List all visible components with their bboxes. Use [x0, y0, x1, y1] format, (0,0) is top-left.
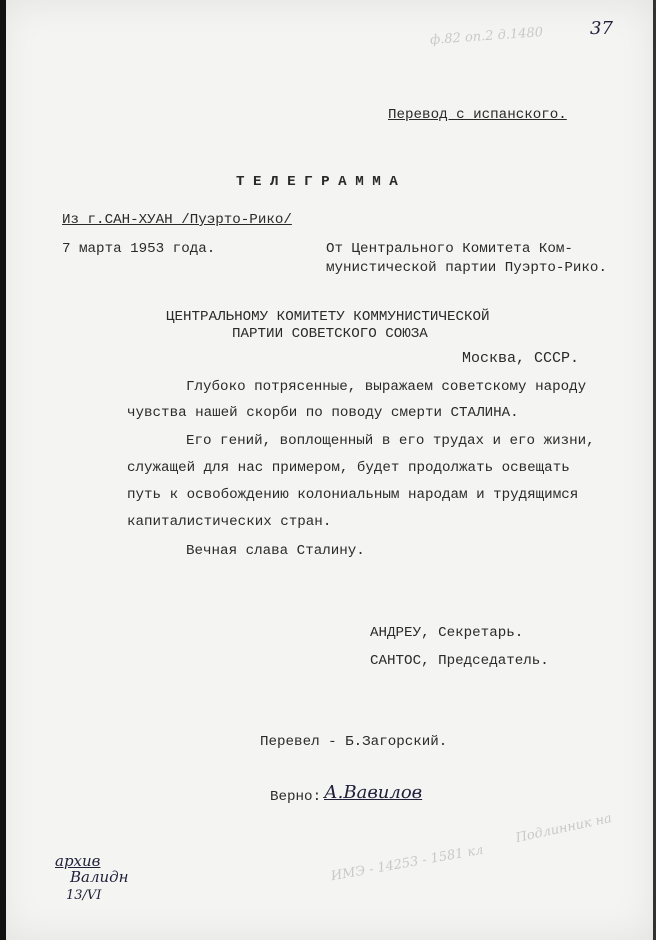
archive-note-1: архив	[55, 852, 101, 870]
faint-archive-stamp-bottom-1: Подлинник на	[514, 811, 614, 847]
page-number: 37	[590, 18, 613, 39]
document-title: Т Е Л Е Г Р А М М А	[236, 174, 398, 190]
body-line-1: Глубоко потрясенные, выражаем советскому народу	[186, 379, 587, 395]
body-line-5: путь к освобождению колониальным народам и трудящимся	[127, 487, 579, 503]
archive-note-2: Валидн	[70, 868, 129, 886]
signatory-chairman: САНТОС, Председатель.	[370, 653, 549, 669]
archive-note-3: 13/VI	[66, 888, 102, 903]
verified-signature: А.Вавилов	[324, 782, 423, 803]
translation-note: Перевод с испанского.	[388, 107, 567, 123]
body-line-3: Его гений, воплощенный в его трудах и его жизни,	[186, 433, 595, 449]
city: Москва, СССР.	[462, 350, 580, 367]
from-place: Из г.САН-ХУАН /Пуэрто-Рико/	[62, 212, 292, 228]
translator-line: Перевел - Б.Загорский.	[260, 734, 448, 750]
body-line-7: Вечная слава Сталину.	[186, 543, 365, 559]
sender-line-2: мунистической партии Пуэрто-Рико.	[326, 260, 607, 276]
faint-archive-stamp-bottom-2: ИМЭ - 14253 - 1581 кл	[329, 842, 485, 885]
faint-archive-stamp-top: ф.82 оп.2 д.1480	[429, 25, 544, 48]
body-line-4: служащей для нас примером, будет продолжать освещать	[127, 460, 570, 476]
body-line-2: чувства нашей скорби по поводу смерти СТАЛИНА.	[127, 405, 519, 421]
sender-line-1: От Центрального Комитета Ком-	[326, 241, 573, 257]
signatory-secretary: АНДРЕУ, Секретарь.	[370, 625, 524, 641]
verified-label: Верно:	[270, 789, 322, 805]
body-line-6: капиталистических стран.	[127, 514, 332, 530]
telegram-date: 7 марта 1953 года.	[62, 241, 216, 257]
scan-edge-left	[0, 0, 6, 940]
addressee-line-1: ЦЕНТРАЛЬНОМУ КОМИТЕТУ КОММУНИСТИЧЕСКОЙ	[166, 309, 490, 325]
addressee-line-2: ПАРТИИ СОВЕТСКОГО СОЮЗА	[232, 326, 428, 342]
